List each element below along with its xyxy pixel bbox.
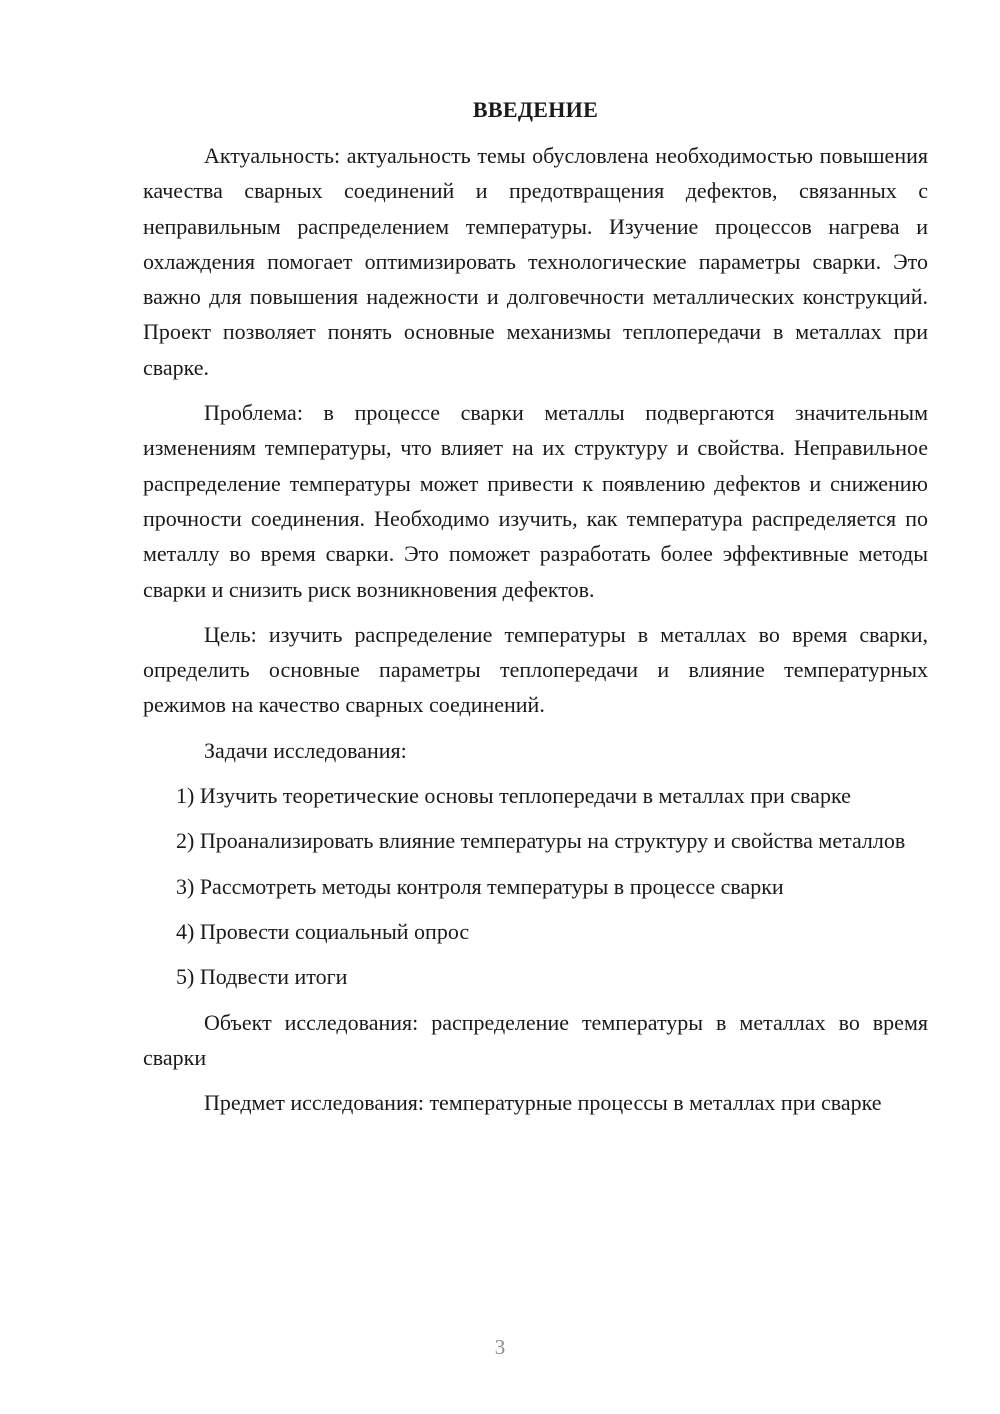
task-item-4: 4) Провести социальный опрос [176,918,470,944]
task-item-2: 2) Проанализировать влияние температуры на структуру и свойства металлов [176,828,906,854]
task-item-1: 1) Изучить теоретические основы теплопередачи в металлах при сварке [176,783,851,809]
page-title: ВВЕДЕНИЕ [472,97,599,122]
page-number: 3 [494,1335,506,1359]
tasks-heading: Задачи исследования: [204,737,407,763]
goal-paragraph: Цель: изучить распределение температуры в металлах во время сварки, определить основные параметры теплопередачи и влияние температурных режимов на качество сварных соединений. [143,621,928,718]
object-paragraph: Объект исследования: распределение температуры в металлах во время сварки [143,1009,928,1070]
relevance-paragraph: Актуальность: актуальность темы обусловлена необходимостью повышения качества сварных соединений и предотвращения дефектов, связанных с неправильным распределением температуры. Изучение процессов нагрева и охлаждения помогает оптимизировать технологические параметры сварки. Это важно для повышения надежности и долговечности металлических конструкций. Проект позволяет понять основные механизмы теплопередачи в металлах при сварке. [143,143,928,380]
document-page [143,92,928,1130]
problem-paragraph: Проблема: в процессе сварки металлы подвергаются значительным изменениям температуры, что влияет на их структуру и свойства. Неправильное распределение температуры может привести к появлению дефектов и снижению прочности соединения. Необходимо изучить, как температура распределяется по металлу во время сварки. Это поможет разработать более эффективные методы сварки и снизить риск возникновения дефектов. [143,400,928,602]
subject-paragraph: Предмет исследования: температурные процессы в металлах при сварке [204,1090,882,1116]
task-item-3: 3) Рассмотреть методы контроля температуры в процессе сварки [176,873,784,899]
task-item-5: 5) Подвести итоги [176,964,348,990]
